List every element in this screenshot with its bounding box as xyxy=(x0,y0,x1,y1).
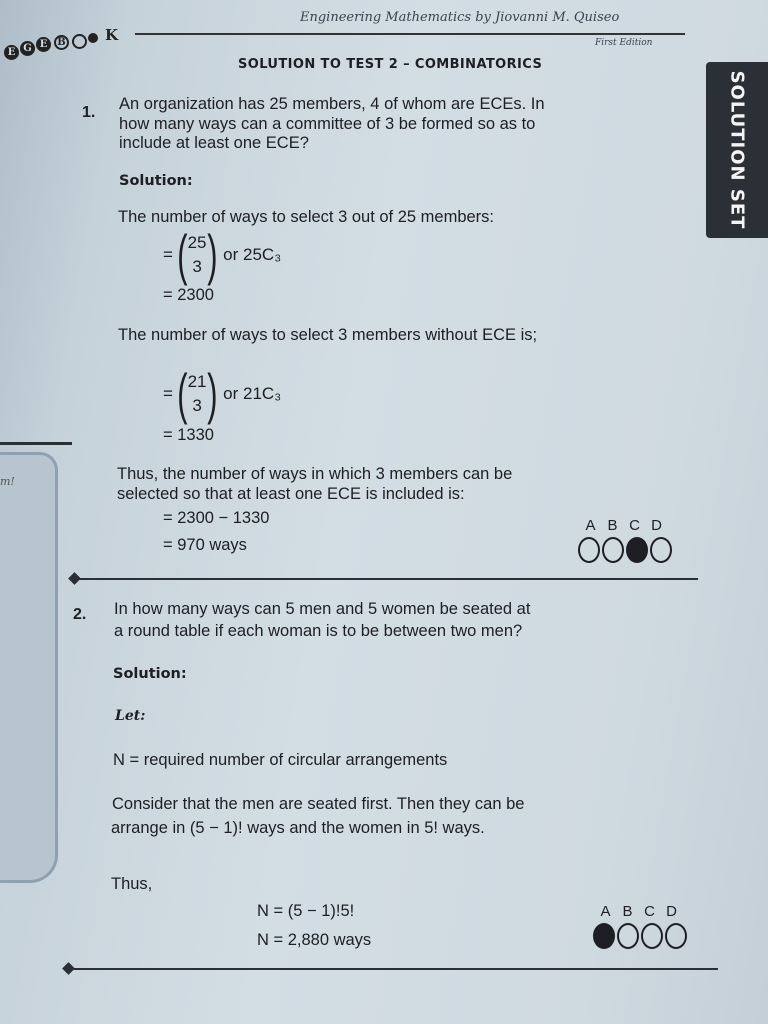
question-text-line: a round table if each woman is to be between two men? xyxy=(114,622,523,640)
binomial-bottom: 3 xyxy=(192,257,202,276)
combination-notation: or 25C₃ xyxy=(223,245,282,264)
section-title: SOLUTION TO TEST 2 – COMBINATORICS xyxy=(238,57,543,72)
choice-letter: B xyxy=(607,517,618,534)
section-divider xyxy=(76,578,698,580)
edition-label: First Edition xyxy=(595,38,653,48)
header-rule xyxy=(135,33,685,35)
binomial-bottom: 3 xyxy=(192,396,202,415)
solution-step: arrange in (5 − 1)! ways and the women in 5! ways. xyxy=(111,819,485,837)
definition-line: N = required number of circular arrangements xyxy=(113,751,448,769)
choice-letter: B xyxy=(622,903,633,920)
equation-line: N = (5 − 1)!5! xyxy=(257,902,355,920)
binomial-expression: = ( 25 3 ) or 25C₃ xyxy=(163,223,282,286)
page-edge-tab xyxy=(0,452,58,883)
answer-choices xyxy=(583,517,703,577)
solution-label: Solution: xyxy=(119,173,193,189)
solution-label: Solution: xyxy=(113,666,187,682)
choice-letter: C xyxy=(644,903,655,920)
question-text-line: In how many ways can 5 men and 5 women be seated at xyxy=(114,600,531,618)
solution-step: Consider that the men are seated first. Then they can be xyxy=(112,795,525,813)
book-title: Engineering Mathematics by Jiovanni M. Quiseo xyxy=(300,10,620,25)
choice-bubble-c xyxy=(641,923,663,949)
choice-bubble-a xyxy=(578,537,600,563)
choice-letter: D xyxy=(651,517,662,534)
margin-mark: m! xyxy=(0,475,15,488)
solution-step: The number of ways to select 3 out of 25 members: xyxy=(118,208,495,226)
question-number: 2. xyxy=(73,606,87,623)
choice-bubble-a-selected xyxy=(593,923,615,949)
choice-bubble-b xyxy=(617,923,639,949)
choice-bubble-d xyxy=(650,537,672,563)
choice-letter: D xyxy=(666,903,677,920)
question-number: 1. xyxy=(82,104,96,121)
brand-logo: E G E B K xyxy=(0,30,140,60)
result-line: = 2300 xyxy=(163,286,214,304)
question-text-line: include at least one ECE? xyxy=(119,134,309,152)
side-tab-label: SOLUTION SET xyxy=(726,70,748,230)
calculation-line: = 2300 − 1330 xyxy=(163,509,270,527)
solution-step: selected so that at least one ECE is included is: xyxy=(117,485,465,503)
let-label: Let: xyxy=(115,708,146,724)
binomial-expression: = ( 21 3 ) or 21C₃ xyxy=(163,362,282,425)
choice-bubble-b xyxy=(602,537,624,563)
calculation-line: = 970 ways xyxy=(163,536,247,554)
question-text-line: how many ways can a committee of 3 be formed so as to xyxy=(119,115,536,133)
choice-bubble-d xyxy=(665,923,687,949)
equation-line: N = 2,880 ways xyxy=(257,931,372,949)
solution-step: The number of ways to select 3 members without ECE is; xyxy=(118,326,538,344)
choice-bubble-c-selected xyxy=(626,537,648,563)
binomial-top: 25 xyxy=(187,233,207,252)
question-text-line: An organization has 25 members, 4 of whom are ECEs. In xyxy=(119,95,545,113)
choice-letter: A xyxy=(585,517,596,534)
section-divider xyxy=(70,968,718,970)
solution-step: Thus, the number of ways in which 3 members can be xyxy=(117,465,513,483)
combination-notation: or 21C₃ xyxy=(223,384,282,403)
choice-letter: C xyxy=(629,517,640,534)
binomial-top: 21 xyxy=(187,372,207,391)
thus-label: Thus, xyxy=(111,875,153,893)
page-edge-rule xyxy=(0,442,72,445)
answer-choices xyxy=(598,903,718,963)
result-line: = 1330 xyxy=(163,426,214,444)
choice-letter: A xyxy=(600,903,611,920)
